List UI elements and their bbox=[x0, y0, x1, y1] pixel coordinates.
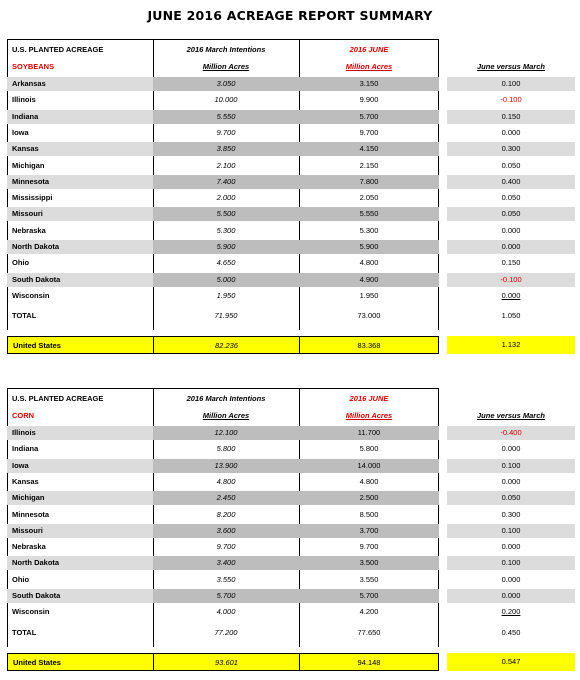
table-row bbox=[7, 540, 575, 554]
state-name: Iowa bbox=[7, 459, 153, 473]
diff-value: 0.000 bbox=[447, 240, 575, 254]
state-name: Nebraska bbox=[12, 225, 46, 235]
diff-value: 0.000 bbox=[501, 444, 521, 454]
us-june: 83.368 bbox=[299, 336, 439, 354]
march-value: 8.200 bbox=[216, 509, 236, 519]
march-value: 3.050 bbox=[153, 77, 299, 91]
table-row bbox=[7, 273, 575, 287]
col-june-header: 2016 JUNE bbox=[349, 45, 389, 54]
diff-value: 0.300 bbox=[501, 509, 521, 519]
march-value: 3.850 bbox=[153, 142, 299, 156]
diff-value: 0.100 bbox=[447, 556, 575, 570]
state-name: Indiana bbox=[12, 444, 39, 454]
table-row bbox=[7, 475, 575, 489]
table-row bbox=[7, 240, 575, 254]
table-row bbox=[7, 556, 575, 570]
table-row bbox=[7, 77, 575, 91]
page-title: JUNE 2016 ACREAGE REPORT SUMMARY bbox=[147, 8, 433, 23]
us-diff: 1.132 bbox=[447, 336, 575, 354]
state-name: Missouri bbox=[7, 524, 153, 538]
march-value: 5.300 bbox=[216, 225, 236, 235]
total-diff: 0.450 bbox=[501, 627, 521, 637]
diff-value: 0.100 bbox=[447, 459, 575, 473]
diff-value: 0.000 bbox=[501, 290, 521, 300]
march-value: 3.600 bbox=[153, 524, 299, 538]
col-march-unit: Million Acres bbox=[202, 411, 250, 420]
june-value: 3.500 bbox=[299, 556, 439, 570]
march-value: 5.500 bbox=[153, 207, 299, 221]
table-row bbox=[7, 110, 575, 124]
june-value: 5.300 bbox=[359, 225, 379, 235]
june-value: 3.700 bbox=[299, 524, 439, 538]
june-value: 5.550 bbox=[299, 207, 439, 221]
state-name: South Dakota bbox=[7, 273, 153, 287]
table-row bbox=[7, 426, 575, 440]
june-value: 4.800 bbox=[359, 476, 379, 486]
june-value: 4.200 bbox=[359, 607, 379, 617]
diff-value: 0.150 bbox=[501, 258, 521, 268]
june-value: 2.050 bbox=[359, 193, 379, 203]
us-march: 82.236 bbox=[153, 336, 299, 354]
table-row bbox=[7, 589, 575, 603]
table-row bbox=[7, 459, 575, 473]
march-value: 5.550 bbox=[153, 110, 299, 124]
header-label: U.S. PLANTED ACREAGE bbox=[12, 45, 104, 54]
total-diff: 1.050 bbox=[501, 311, 521, 321]
diff-value: 0.000 bbox=[501, 127, 521, 137]
us-march: 93.601 bbox=[153, 653, 299, 671]
june-value: 8.500 bbox=[359, 509, 379, 519]
total-march: 71.950 bbox=[214, 311, 238, 321]
march-value: 13.900 bbox=[153, 459, 299, 473]
table-row bbox=[7, 191, 575, 205]
march-value: 3.400 bbox=[153, 556, 299, 570]
total-row bbox=[7, 309, 575, 323]
march-value: 4.650 bbox=[216, 258, 236, 268]
march-value: 5.000 bbox=[153, 273, 299, 287]
diff-value: 0.200 bbox=[501, 607, 521, 617]
state-name: South Dakota bbox=[7, 589, 153, 603]
col-june-header: 2016 JUNE bbox=[349, 394, 389, 403]
state-name: Nebraska bbox=[12, 542, 46, 552]
acreage-section-soybeans bbox=[7, 39, 575, 356]
us-diff: 0.547 bbox=[447, 653, 575, 671]
march-value: 5.700 bbox=[153, 589, 299, 603]
june-value: 7.800 bbox=[299, 175, 439, 189]
diff-value: 0.050 bbox=[447, 207, 575, 221]
june-value: 3.150 bbox=[299, 77, 439, 91]
diff-value: 0.150 bbox=[447, 110, 575, 124]
march-value: 2.100 bbox=[216, 160, 236, 170]
united-states-row bbox=[7, 653, 575, 671]
table-row bbox=[7, 442, 575, 456]
total-label: TOTAL bbox=[12, 627, 37, 637]
crop-label: SOYBEANS bbox=[12, 62, 55, 71]
table-row bbox=[7, 289, 575, 303]
state-name: North Dakota bbox=[7, 556, 153, 570]
diff-value: 0.000 bbox=[501, 574, 521, 584]
crop-label: CORN bbox=[12, 411, 35, 420]
diff-value: -0.400 bbox=[447, 426, 575, 440]
total-june: 73.000 bbox=[357, 311, 381, 321]
state-name: Ohio bbox=[12, 258, 30, 268]
march-value: 2.450 bbox=[153, 491, 299, 505]
june-value: 4.900 bbox=[299, 273, 439, 287]
march-value: 2.000 bbox=[216, 193, 236, 203]
march-value: 7.400 bbox=[153, 175, 299, 189]
state-name: Arkansas bbox=[7, 77, 153, 91]
diff-value: 0.050 bbox=[447, 491, 575, 505]
col-diff-header: June versus March bbox=[477, 411, 545, 420]
march-value: 9.700 bbox=[216, 542, 236, 552]
total-march: 77.200 bbox=[214, 627, 238, 637]
june-value: 9.700 bbox=[359, 542, 379, 552]
col-june-unit: Million Acres bbox=[345, 62, 393, 71]
header-label: U.S. PLANTED ACREAGE bbox=[12, 394, 104, 403]
march-value: 1.950 bbox=[216, 290, 236, 300]
table-row bbox=[7, 175, 575, 189]
table-row bbox=[7, 491, 575, 505]
state-name: Indiana bbox=[7, 110, 153, 124]
march-value: 4.800 bbox=[216, 476, 236, 486]
state-name: Illinois bbox=[12, 95, 36, 105]
us-label: United States bbox=[7, 336, 153, 354]
march-value: 9.700 bbox=[216, 127, 236, 137]
col-march-unit: Million Acres bbox=[202, 62, 250, 71]
col-diff-header: June versus March bbox=[477, 62, 545, 71]
state-name: Mississippi bbox=[12, 193, 53, 203]
state-name: Ohio bbox=[12, 574, 30, 584]
march-value: 5.900 bbox=[153, 240, 299, 254]
state-name: Iowa bbox=[12, 127, 29, 137]
march-value: 3.550 bbox=[216, 574, 236, 584]
state-name: Minnesota bbox=[12, 509, 50, 519]
us-label: United States bbox=[7, 653, 153, 671]
state-name: Wisconsin bbox=[12, 290, 50, 300]
march-value: 12.100 bbox=[153, 426, 299, 440]
table-row bbox=[7, 224, 575, 238]
diff-value: 0.050 bbox=[501, 193, 521, 203]
june-value: 5.700 bbox=[299, 110, 439, 124]
table-row bbox=[7, 207, 575, 221]
state-name: Kansas bbox=[7, 142, 153, 156]
diff-value: 0.400 bbox=[447, 175, 575, 189]
total-label: TOTAL bbox=[12, 311, 37, 321]
june-value: 2.150 bbox=[359, 160, 379, 170]
diff-value: 0.100 bbox=[447, 524, 575, 538]
table-row bbox=[7, 126, 575, 140]
state-name: Michigan bbox=[7, 491, 153, 505]
march-value: 10.000 bbox=[214, 95, 238, 105]
state-name: Missouri bbox=[7, 207, 153, 221]
table-row bbox=[7, 524, 575, 538]
acreage-section-corn bbox=[7, 388, 575, 673]
col-march-header: 2016 March Intentions bbox=[186, 394, 266, 403]
state-name: Minnesota bbox=[7, 175, 153, 189]
table-row bbox=[7, 159, 575, 173]
table-row bbox=[7, 93, 575, 107]
june-value: 4.150 bbox=[299, 142, 439, 156]
june-value: 9.700 bbox=[359, 127, 379, 137]
us-june: 94.148 bbox=[299, 653, 439, 671]
state-name: North Dakota bbox=[7, 240, 153, 254]
total-june: 77.650 bbox=[357, 627, 381, 637]
diff-value: 0.000 bbox=[501, 542, 521, 552]
table-row bbox=[7, 573, 575, 587]
diff-value: 0.050 bbox=[501, 160, 521, 170]
diff-value: 0.000 bbox=[501, 476, 521, 486]
total-row bbox=[7, 626, 575, 640]
col-june-unit: Million Acres bbox=[345, 411, 393, 420]
diff-value: 0.000 bbox=[501, 225, 521, 235]
state-name: Michigan bbox=[12, 160, 45, 170]
table-row bbox=[7, 256, 575, 270]
june-value: 2.500 bbox=[299, 491, 439, 505]
col-march-header: 2016 March Intentions bbox=[186, 45, 266, 54]
state-name: Wisconsin bbox=[12, 607, 50, 617]
june-value: 14.000 bbox=[299, 459, 439, 473]
diff-value: 0.000 bbox=[447, 589, 575, 603]
june-value: 11.700 bbox=[299, 426, 439, 440]
diff-value: 0.300 bbox=[447, 142, 575, 156]
diff-value: 0.100 bbox=[447, 77, 575, 91]
march-value: 4.000 bbox=[216, 607, 236, 617]
june-value: 9.900 bbox=[359, 95, 379, 105]
table-row bbox=[7, 508, 575, 522]
june-value: 1.950 bbox=[359, 290, 379, 300]
june-value: 5.700 bbox=[299, 589, 439, 603]
june-value: 3.550 bbox=[359, 574, 379, 584]
june-value: 5.900 bbox=[299, 240, 439, 254]
june-value: 4.800 bbox=[359, 258, 379, 268]
march-value: 5.800 bbox=[216, 444, 236, 454]
table-row bbox=[7, 142, 575, 156]
united-states-row bbox=[7, 336, 575, 354]
state-name: Kansas bbox=[12, 476, 39, 486]
june-value: 5.800 bbox=[359, 444, 379, 454]
table-row bbox=[7, 605, 575, 619]
state-name: Illinois bbox=[7, 426, 153, 440]
diff-value: -0.100 bbox=[500, 95, 522, 105]
diff-value: -0.100 bbox=[447, 273, 575, 287]
